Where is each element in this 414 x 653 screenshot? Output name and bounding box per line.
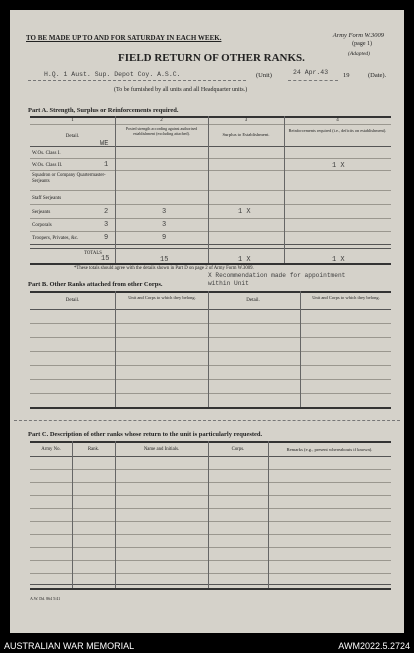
row-pte-c1: 9 <box>104 234 109 242</box>
part-c-heading: Part C. Description of other ranks whose return to the unit is particularly requested. <box>28 431 263 438</box>
col-header-posted: Posted strength according against authorised establishment (excluding attached). <box>125 126 198 136</box>
totals-label: TOTALS <box>84 251 102 256</box>
row-sgt-c1: 2 <box>104 208 109 216</box>
row-wo2-c1: 1 <box>104 161 109 169</box>
part-b-col-detail-1: Detail. <box>65 298 80 303</box>
row-label-sgt: Serjeants <box>32 210 51 215</box>
typed-note-line-1: X Recommendation made for appointment <box>208 272 346 279</box>
form-title: FIELD RETURN OF OTHER RANKS. <box>118 52 305 64</box>
part-c-col-corps: Corps. <box>231 447 245 452</box>
typed-header: WE <box>100 140 109 148</box>
part-c-col-name: Name and Initials. <box>143 447 180 452</box>
part-a-heading: Part A. Strength, Surplus or Reinforcements required. <box>28 107 179 114</box>
totals-c4: 1 X <box>332 256 345 264</box>
unit-typed: H.Q. 1 Aust. Sup. Depot Coy. A.S.C. <box>44 71 181 78</box>
row-pte-c2: 9 <box>162 234 167 242</box>
col-number-2: 2 <box>160 118 163 123</box>
row-label-cqms: Squadron or Company Quartermaster-Serjeants <box>32 173 106 184</box>
row-label-wo1: W.Os. Class I. <box>32 151 61 156</box>
unit-line <box>28 80 246 81</box>
col-header-detail: Detail. <box>65 134 80 139</box>
row-sgt-c3: 1 X <box>238 208 251 216</box>
row-wo2-c4: 1 X <box>332 162 345 170</box>
totals-note: *These totals should agree with the details shown in Part D on page 2 of Army Form W.3009. <box>74 266 254 271</box>
form-code: A.W. Dd. 864 5/41 <box>30 596 61 601</box>
adapted-label: (Adapted) <box>348 51 370 57</box>
date-line <box>288 80 338 81</box>
col-number-3: 3 <box>244 118 248 123</box>
row-label-wo2: W.Os. Class II. <box>32 163 63 168</box>
row-cpl-c1: 3 <box>104 221 109 229</box>
part-c-col-rank: Rank. <box>87 447 100 452</box>
typed-note-line-2: within Unit <box>208 280 249 287</box>
unit-label: (Unit) <box>256 72 272 79</box>
date-prefix: 19 <box>343 72 350 79</box>
col-header-surplus: Surplus to Establishment. <box>222 132 270 137</box>
date-typed: 24 Apr.43 <box>293 69 329 76</box>
row-cpl-c2: 3 <box>162 221 167 229</box>
part-c-col-remarks: Remarks (e.g., present whereabouts if known). <box>286 447 373 452</box>
page-label: (page 1) <box>352 41 372 47</box>
totals-c3: 1 X <box>238 256 251 264</box>
top-note: TO BE MADE UP TO AND FOR SATURDAY IN EACH WEEK. <box>26 34 222 42</box>
totals-c1: 15 <box>101 255 110 263</box>
row-label-ssgt: Staff Serjeants <box>32 196 62 201</box>
date-label: (Date). <box>368 72 387 79</box>
footer-right: AWM2022.5.2724 <box>338 641 410 651</box>
perforation <box>14 420 400 421</box>
col-header-reinf: Reinforcements required (i.e., deficits on establishment). <box>288 128 387 133</box>
part-c-col-army-no: Army No. <box>41 447 61 452</box>
col-number-1: 1 <box>71 118 74 123</box>
row-sgt-c2: 3 <box>162 208 167 216</box>
footer-left: AUSTRALIAN WAR MEMORIAL <box>4 641 135 651</box>
part-b-col-unit-1: Unit and Corps to which they belong. <box>128 295 196 300</box>
part-b-col-unit-2: Unit and Corps to which they belong. <box>312 295 380 300</box>
row-label-cpl: Corporals <box>32 223 52 228</box>
row-label-pte: Troopers, Privates, &c. <box>32 236 79 241</box>
form-page <box>10 10 404 633</box>
furnished-note: (To be furnished by all units and all Headquarter units.) <box>114 87 248 93</box>
part-b-col-detail-2: Detail. <box>246 298 260 303</box>
part-b-heading: Part B. Other Ranks attached from other Corps. <box>28 281 163 288</box>
totals-c2: 15 <box>160 256 169 264</box>
army-form-number: Army Form W.3009 <box>332 32 384 39</box>
col-number-4: 4 <box>336 118 339 123</box>
